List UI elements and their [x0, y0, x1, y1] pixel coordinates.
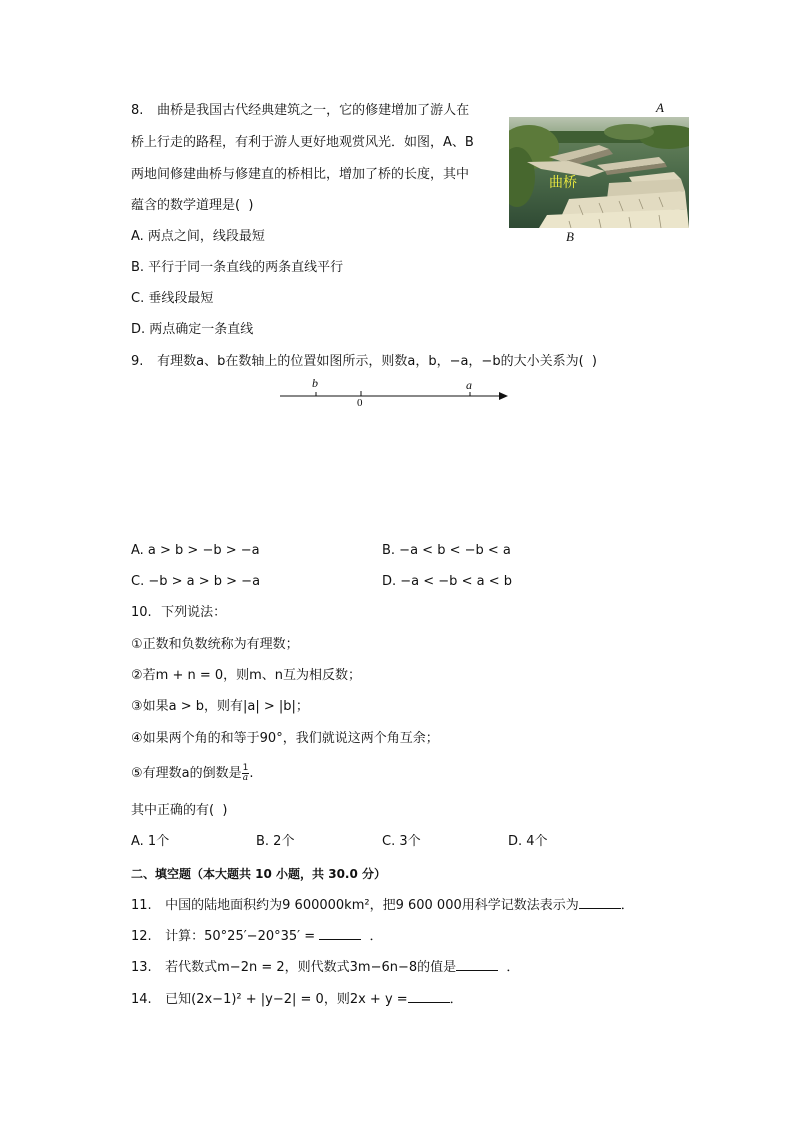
- q8-option-c[interactable]: C. 垂线段最短: [131, 291, 214, 306]
- q9-number: 9.: [131, 354, 144, 369]
- q13-answer-blank[interactable]: [456, 958, 498, 971]
- q10-option-a[interactable]: A. 1个: [131, 834, 170, 849]
- q10-line: [131, 604, 226, 622]
- q8-line-1: [131, 102, 469, 120]
- q13-end: ．: [506, 960, 520, 975]
- section-2-title: 二、填空题（本大题共 10 小题，共 30.0 分）: [131, 867, 387, 881]
- q10-option-b[interactable]: B. 2个: [256, 834, 295, 849]
- q9-text: 有理数a、b在数轴上的位置如图所示，则数a，b，−a，−b的大小关系为( ): [157, 354, 597, 369]
- q8-text-line-4: 蕴含的数学道理是( ): [131, 198, 254, 213]
- q12-text: 计算：50°25′−20°35′ =: [165, 929, 316, 944]
- q11-text: 中国的陆地面积约为9 600000km²，把9 600 000用科学记数法表示为: [165, 898, 579, 913]
- q10-option-d[interactable]: D. 4个: [508, 834, 548, 849]
- q14-answer-blank[interactable]: [408, 990, 450, 1003]
- q14-number: 14.: [131, 992, 152, 1007]
- q12-answer-blank[interactable]: [319, 927, 361, 940]
- number-line-arrow: [499, 392, 508, 400]
- q14-text: 已知(2x−1)² + |y−2| = 0，则2x + y =: [165, 992, 408, 1007]
- q9-option-d[interactable]: D. −a < −b < a < b: [382, 574, 512, 589]
- q13-line: [131, 958, 519, 977]
- fraction-denominator: a: [242, 773, 249, 783]
- q10-statement-4: ④如果两个角的和等于90°，我们就说这两个角互余；: [131, 731, 439, 746]
- q14-line: [131, 990, 463, 1009]
- q8-text-line-2: 桥上行走的路程，有利于游人更好地观赏风光．如图，A、B: [131, 135, 474, 150]
- q11-answer-blank[interactable]: [579, 896, 621, 909]
- q14-end: ．: [449, 992, 463, 1007]
- axis-label-a: a: [466, 378, 472, 392]
- q11-end: ．: [620, 898, 634, 913]
- bridge-caption: 曲桥: [549, 175, 577, 191]
- bridge-label-a: A: [656, 100, 664, 115]
- q9-option-b[interactable]: B. −a < b < −b < a: [382, 543, 511, 558]
- curved-bridge-photo: [509, 117, 689, 228]
- fraction-numerator: 1: [242, 763, 249, 773]
- q10-option-c[interactable]: C. 3个: [382, 834, 421, 849]
- q13-text: 若代数式m−2n = 2，则代数式3m−6n−8的值是: [165, 960, 457, 975]
- q8-option-a[interactable]: A. 两点之间，线段最短: [131, 229, 265, 244]
- q9-line: [131, 353, 597, 371]
- q10-question: 其中正确的有( ): [131, 803, 228, 818]
- q10-statement-1: ①正数和负数统称为有理数；: [131, 637, 299, 652]
- q8-text-line-3: 两地间修建曲桥与修建直的桥相比，增加了桥的长度，其中: [131, 167, 470, 182]
- q12-line: [131, 927, 383, 946]
- q10-s5-suffix: .: [249, 766, 254, 781]
- q10-intro: 下列说法：: [161, 605, 227, 620]
- q10-statement-2: ②若m + n = 0，则m、n互为相反数；: [131, 668, 362, 683]
- q9-option-c[interactable]: C. −b > a > b > −a: [131, 574, 261, 589]
- q12-number: 12.: [131, 929, 152, 944]
- q11-number: 11.: [131, 898, 152, 913]
- q11-line: [131, 896, 634, 915]
- axis-label-b: b: [312, 376, 318, 390]
- q10-number: 10.: [131, 605, 152, 620]
- q13-number: 13.: [131, 960, 152, 975]
- q8-option-d[interactable]: D. 两点确定一条直线: [131, 322, 254, 337]
- q9-option-a[interactable]: A. a > b > −b > −a: [131, 543, 260, 558]
- curved-bridge-illustration: [509, 117, 689, 228]
- q8-option-b[interactable]: B. 平行于同一条直线的两条直线平行: [131, 260, 344, 275]
- q10-statement-3: ③如果a > b，则有|a| > |b|；: [131, 699, 309, 714]
- q10-s5-prefix: ⑤有理数a的倒数是: [131, 766, 242, 781]
- q10-statement-5: [131, 764, 254, 783]
- q12-end: ．: [369, 929, 383, 944]
- bridge-label-b: B: [566, 229, 574, 244]
- q8-text-line-1: 曲桥是我国古代经典建筑之一，它的修建增加了游人在: [157, 103, 470, 118]
- q8-number: 8.: [131, 103, 144, 118]
- axis-label-zero: 0: [357, 397, 363, 409]
